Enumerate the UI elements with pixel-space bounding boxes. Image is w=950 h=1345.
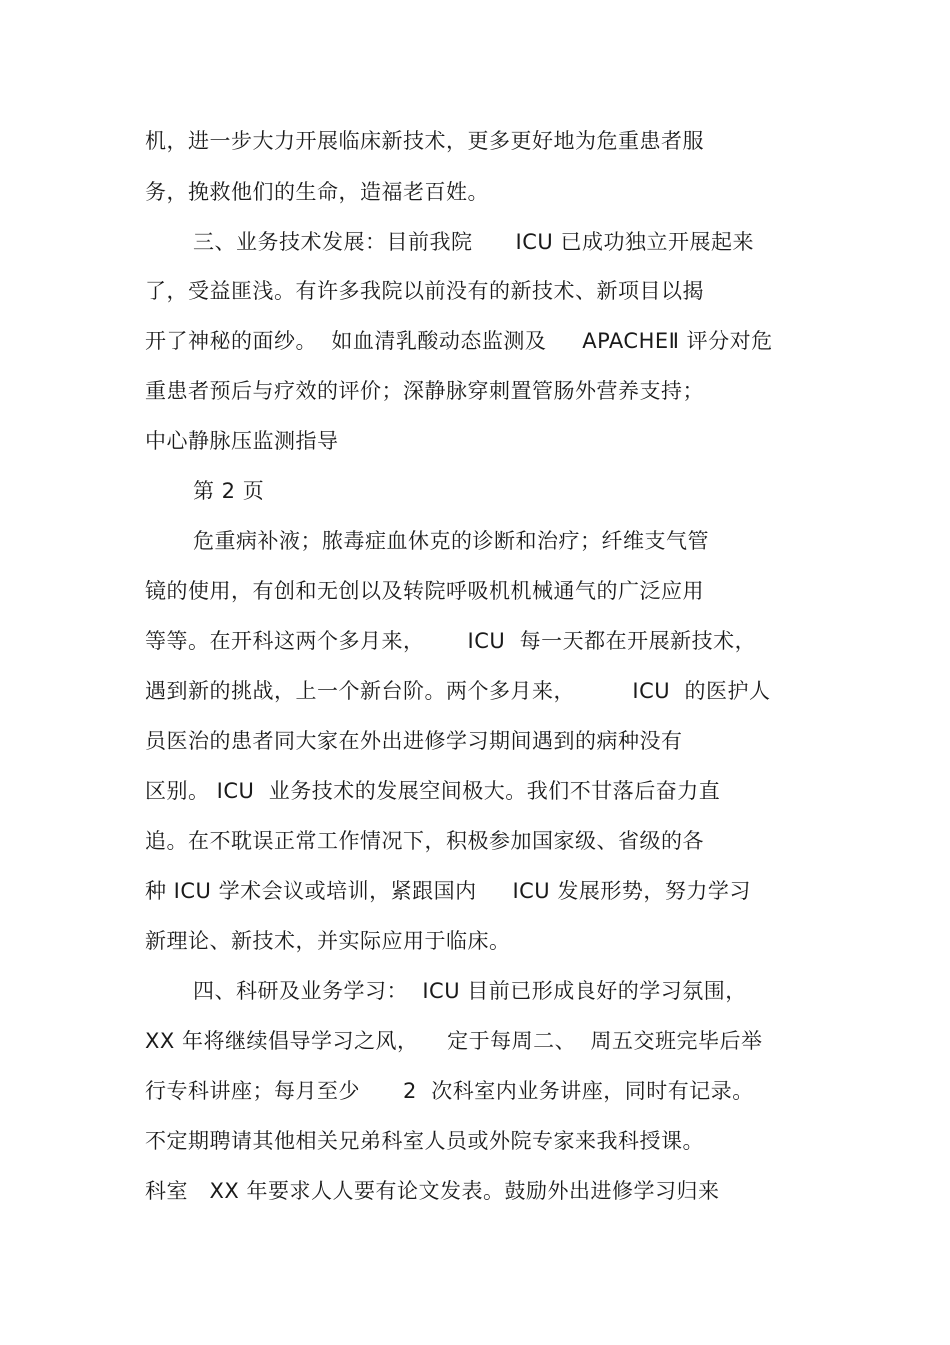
text-line: 区别。 ICU 业务技术的发展空间极大。我们不甘落后奋力直 — [145, 779, 721, 803]
page-number: 第 2 页 — [193, 479, 265, 503]
text-line: 行专科讲座；每月至少 2 次科室内业务讲座，同时有记录。 — [145, 1079, 754, 1103]
text-line: 种 ICU 学术会议或培训，紧跟国内 ICU 发展形势，努力学习 — [145, 879, 751, 903]
text-line: 机，进一步大力开展临床新技术，更多更好地为危重患者服 — [145, 129, 704, 153]
text-line: 镜的使用，有创和无创以及转院呼吸机机械通气的广泛应用 — [145, 579, 704, 603]
text-line: 员医治的患者同大家在外出进修学习期间遇到的病种没有 — [145, 729, 683, 753]
text-line: 开了神秘的面纱。 如血清乳酸动态监测及 APACHEⅡ 评分对危 — [145, 329, 773, 353]
text-line: 重患者预后与疗效的评价；深静脉穿刺置管肠外营养支持； — [145, 379, 704, 403]
section-heading-line: 四、科研及业务学习： ICU 目前已形成良好的学习氛围， — [193, 979, 747, 1003]
text-line: XX 年将继续倡导学习之风， 定于每周二、 周五交班完毕后举 — [145, 1029, 763, 1053]
text-line: 不定期聘请其他相关兄弟科室人员或外院专家来我科授课。 — [145, 1129, 704, 1153]
text-line: 中心静脉压监测指导 — [145, 429, 339, 453]
section-heading-line: 三、业务技术发展：目前我院 ICU 已成功独立开展起来 — [193, 230, 754, 254]
text-line: 追。在不耽误正常工作情况下，积极参加国家级、省级的各 — [145, 829, 704, 853]
text-line: 危重病补液；脓毒症血休克的诊断和治疗；纤维支气管 — [193, 529, 709, 553]
text-line: 等等。在开科这两个多月来， ICU 每一天都在开展新技术， — [145, 629, 757, 653]
text-line: 遇到新的挑战，上一个新台阶。两个多月来， ICU 的医护人 — [145, 679, 771, 703]
text-line: 了，受益匪浅。有许多我院以前没有的新技术、新项目以揭 — [145, 279, 704, 303]
text-line: 科室 XX 年要求人人要有论文发表。鼓励外出进修学习归来 — [145, 1179, 720, 1203]
text-line: 务，挽救他们的生命，造福老百姓。 — [145, 180, 489, 204]
text-line: 新理论、新技术，并实际应用于临床。 — [145, 929, 511, 953]
